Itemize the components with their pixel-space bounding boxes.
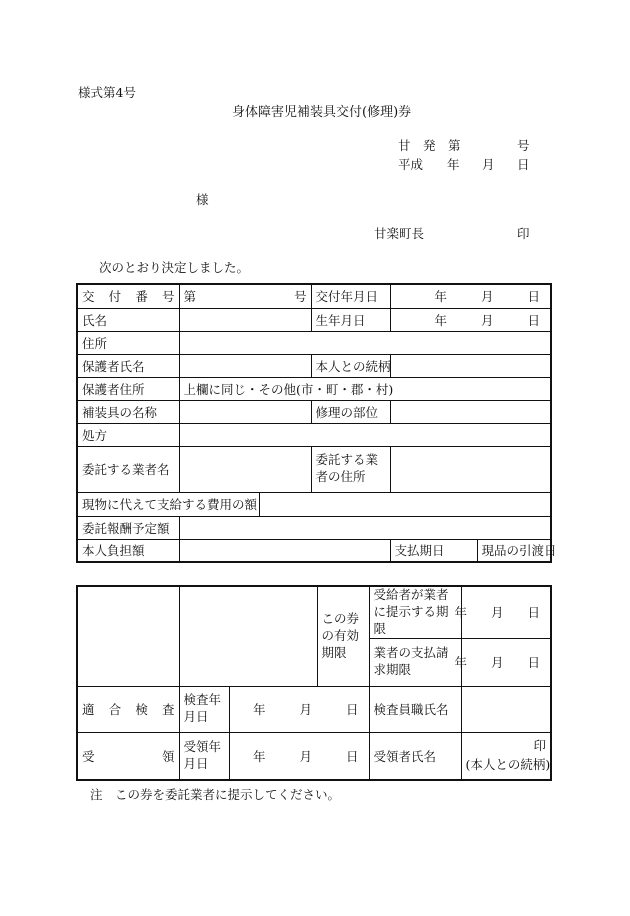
inspection-year: 年 [252, 702, 266, 718]
issue-date-year: 年 [434, 289, 447, 305]
fee-cell[interactable] [179, 516, 551, 539]
inspection-date-cell[interactable] [229, 686, 369, 732]
issue-no-cell[interactable] [179, 284, 311, 308]
inspection-label: 適 合 検 査 [77, 686, 179, 732]
name-label: 氏名 [77, 308, 179, 331]
issue-no-label: 交 付 番 号 [77, 284, 179, 308]
receipt-date-label: 受領年月日 [179, 732, 229, 780]
inspection-date-label: 検査年月日 [179, 686, 229, 732]
self-pay-label: 本人負担額 [77, 539, 179, 562]
birth-year: 年 [434, 312, 447, 328]
receipt-label: 受 領 [77, 732, 179, 780]
inspection-day: 日 [345, 702, 359, 718]
issue-date-day: 日 [527, 289, 541, 305]
guardian-address-label: 保護者住所 [77, 377, 179, 400]
form-number: 様式第4号 [78, 85, 136, 100]
receipt-month: 月 [299, 748, 312, 764]
delivery-date-label: 現品の引渡日 [477, 539, 551, 562]
footnote: 注 この券を委託業者に提示してください。 [90, 787, 341, 802]
vendor-label: 委託する業者名 [77, 446, 179, 492]
billing-limit-day: 日 [527, 655, 541, 671]
receipt-year: 年 [252, 748, 266, 764]
issue-number-suffix: 号 [517, 138, 530, 153]
guardian-name-cell[interactable] [179, 354, 311, 377]
vendor-cell[interactable] [179, 446, 311, 492]
destination-label: 処方 [77, 423, 179, 446]
repair-part-cell[interactable] [390, 400, 551, 423]
decision-table [76, 283, 557, 563]
relation-note: (本人との続柄) [465, 756, 551, 772]
billing-limit-month: 月 [490, 655, 504, 671]
issue-year: 年 [447, 157, 460, 172]
birth-month: 月 [480, 312, 494, 328]
destination-cell[interactable] [179, 423, 551, 446]
address-label: 住所 [77, 331, 179, 354]
birth-label: 生年月日 [311, 308, 390, 331]
issue-month: 月 [482, 157, 495, 172]
intro-text: 次のとおり決定しました。 [99, 260, 250, 275]
device-name-cell[interactable] [179, 400, 311, 423]
name-cell[interactable] [179, 308, 311, 331]
guardian-name-label: 保護者氏名 [77, 354, 179, 377]
issue-day: 日 [517, 157, 530, 172]
validity-label: この券の有効期限 [317, 586, 369, 686]
device-name-label: 補装具の名称 [77, 400, 179, 423]
inspection-month: 月 [299, 702, 312, 718]
inspector-cell[interactable] [461, 686, 551, 732]
inspector-label: 検査員職氏名 [369, 686, 461, 732]
relation-label: 本人との続柄 [311, 354, 390, 377]
issue-date-cell[interactable] [390, 284, 551, 308]
issue-date-month: 月 [480, 289, 494, 305]
issue-date-label: 交付年月日 [311, 284, 390, 308]
receipt-day: 日 [345, 748, 359, 764]
present-limit-day: 日 [527, 605, 541, 621]
fee-label: 委託報酬予定額 [77, 516, 179, 539]
document-title: 身体障害児補装具交付(修理)券 [232, 105, 412, 120]
billing-limit-date[interactable] [454, 638, 551, 686]
self-pay-cell[interactable] [179, 539, 390, 562]
present-limit-date[interactable] [454, 586, 551, 638]
issue-no-prefix: 第 [183, 289, 197, 305]
issuer-seal: 印 [517, 226, 530, 241]
birth-day: 日 [527, 312, 541, 328]
validity-table [76, 585, 552, 781]
present-limit-month: 月 [490, 605, 504, 621]
present-limit-label: 受給者が業者に提示する期限 [369, 586, 461, 638]
address-cell[interactable] [179, 331, 551, 354]
birth-date-cell[interactable] [390, 308, 551, 331]
present-limit-year: 年 [454, 605, 467, 621]
relation-cell[interactable] [390, 354, 551, 377]
billing-limit-label: 業者の支払請求期限 [369, 638, 461, 686]
issuer-name: 甘楽町長 [374, 226, 425, 241]
issue-office: 甘 発 第 [398, 138, 461, 153]
receiver-seal: 印 [533, 738, 547, 754]
blank-left-cell[interactable] [77, 586, 179, 686]
blank-mid-cell[interactable] [179, 586, 317, 686]
billing-limit-year: 年 [454, 655, 467, 671]
issue-no-suffix: 号 [293, 289, 307, 305]
guardian-address-value[interactable]: 上欄に同じ・その他(市・町・郡・村) [179, 377, 551, 400]
payment-date-label: 支払期日 [390, 539, 477, 562]
vendor-address-cell[interactable] [390, 446, 551, 492]
receiver-cell[interactable] [461, 732, 551, 780]
repair-part-label: 修理の部位 [311, 400, 390, 423]
vendor-address-label: 委託する業者の住所 [311, 446, 390, 492]
cash-cell[interactable] [259, 492, 551, 516]
cash-label: 現物に代えて支給する費用の額 [77, 492, 259, 516]
receipt-date-cell[interactable] [229, 732, 369, 780]
receiver-label: 受領者氏名 [369, 732, 461, 780]
issue-era: 平成 [398, 157, 424, 172]
recipient-suffix: 様 [196, 192, 209, 207]
